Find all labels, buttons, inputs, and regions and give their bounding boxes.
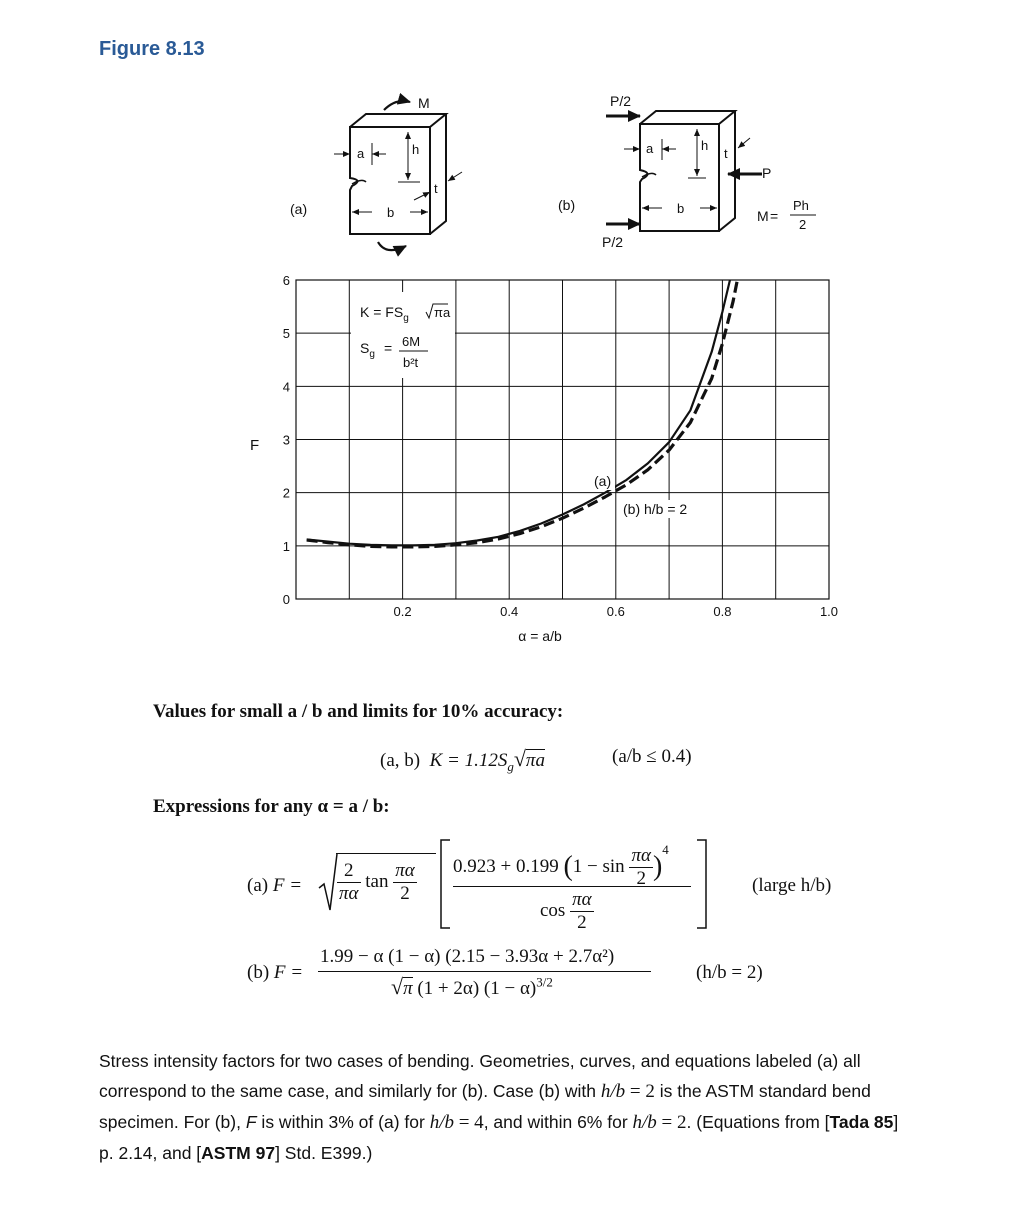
specimen-a-dim-a: a xyxy=(357,146,365,161)
equation-a-root-content: $\frac{2}{\pi\alpha}$ tan $\frac{\pi\alpha}{2}$ xyxy=(339,860,415,904)
moment-formula-den: 2 xyxy=(799,217,807,232)
any-alpha-heading: Expressions for any α = a / b: xyxy=(153,796,390,817)
equation-b-denominator: √π (1 + 2α) $(1 - \alpha)^{3/2}$ xyxy=(391,974,553,999)
x-tick-label: 0.2 xyxy=(393,604,412,619)
y-tick-label: 2 xyxy=(282,485,290,501)
specimen-a-dim-h: h xyxy=(412,142,420,157)
equation-a-numerator: 0.923 + 0.199 (1 − sin $\frac{\pi\alpha}{2}$ )$^4$ xyxy=(453,842,669,890)
y-tick-label: 0 xyxy=(282,592,290,607)
inset-sg-num: 6M xyxy=(402,334,421,349)
equation-b-numerator: 1.99 − α (1 − α) (2.15 − 3.93α + 2.7α²) xyxy=(320,946,615,967)
specimen-a-dim-t: t xyxy=(434,181,438,196)
specimen-b-dim-t: t xyxy=(724,146,728,161)
specimen-b-dim-a: a xyxy=(646,141,654,156)
specimen-a-dim-b: b xyxy=(387,205,395,220)
figure-title: Figure 8.13 xyxy=(99,38,205,60)
y-axis-label: F xyxy=(250,437,260,454)
specimen-a-label: (a) xyxy=(290,201,308,217)
equation-b-label: (b) F = xyxy=(247,962,304,983)
equation-a-denominator: cos $\frac{\pi\alpha}{2}$ xyxy=(540,889,592,933)
inset-k-root: πa xyxy=(434,305,451,320)
specimen-a-drawing xyxy=(334,101,462,250)
inset-k-formula: $K = FS_g$ xyxy=(360,304,409,324)
moment-formula-eq: = xyxy=(770,208,779,224)
moment-formula-num: Ph xyxy=(793,198,809,213)
inset-sg-lhs: $S_g$ xyxy=(360,340,375,360)
reference-astm: ASTM 97 xyxy=(201,1143,276,1163)
figure-caption: Stress intensity factors for two cases of bending. Geometries, curves, and equations labeled (a) all correspond to the same case, and similarly for (b). Case (b) with h/b = 2 is the ASTM standard bend specimen. For (b), F is within 3% of (a) for h/b = 4, and within 6% for h/b = 2. (Equations from [Tada 85] p. 2.14, and [ASTM 97] Std. E399.) xyxy=(99,1051,899,1163)
y-tick-labels xyxy=(283,273,290,607)
reference-tada: Tada 85 xyxy=(829,1112,894,1132)
equation-a-right-bracket xyxy=(695,838,709,930)
x-axis-label: α = a/b xyxy=(518,628,562,644)
y-tick-label: 5 xyxy=(282,326,290,342)
y-tick-label: 3 xyxy=(282,432,290,448)
x-tick-label: 0.4 xyxy=(500,604,519,619)
inset-sg-eq: = xyxy=(384,340,393,356)
x-tick-labels xyxy=(394,604,838,619)
small-values-heading: Values for small a / b and limits for 10% accuracy: xyxy=(153,701,564,722)
equation-b-condition: (h/b = 2) xyxy=(696,962,763,983)
specimen-a-moment-label: M xyxy=(418,95,430,111)
small-values-equation: (a, b) $K = 1.12S_g√\pi a$ xyxy=(380,746,545,774)
small-values-limit: (a/b ≤ 0.4) xyxy=(612,746,692,767)
y-tick-label: 1 xyxy=(282,538,290,554)
equation-a-fraction-bar xyxy=(453,886,691,887)
equation-a-label: (a) F = xyxy=(247,875,303,896)
specimen-b-label: (b) xyxy=(558,197,576,213)
specimen-b-load-p: P xyxy=(762,165,772,181)
y-tick-label: 6 xyxy=(282,273,290,288)
x-tick-label: 0.6 xyxy=(606,604,625,619)
equation-a-left-bracket xyxy=(438,838,452,930)
specimen-b-dim-b: b xyxy=(677,201,685,216)
annotation-curve-a: (a) xyxy=(594,473,612,489)
y-tick-label: 4 xyxy=(282,379,290,395)
equation-a-sqrt-bar xyxy=(336,853,436,854)
specimen-b-load-bottom: P/2 xyxy=(602,234,624,250)
equation-b-fraction-bar xyxy=(318,971,651,972)
specimen-b-load-top: P/2 xyxy=(610,93,632,109)
moment-formula-lhs: M xyxy=(757,208,769,224)
x-tick-label: 0.8 xyxy=(713,604,732,619)
inset-sg-den: b²t xyxy=(403,355,419,370)
annotation-curve-b: (b) h/b = 2 xyxy=(623,501,688,517)
equation-a-sqrt-sign xyxy=(318,852,338,912)
specimen-b-dim-h: h xyxy=(701,138,709,153)
equation-a-condition: (large h/b) xyxy=(752,875,832,896)
x-tick-label: 1.0 xyxy=(819,604,839,619)
